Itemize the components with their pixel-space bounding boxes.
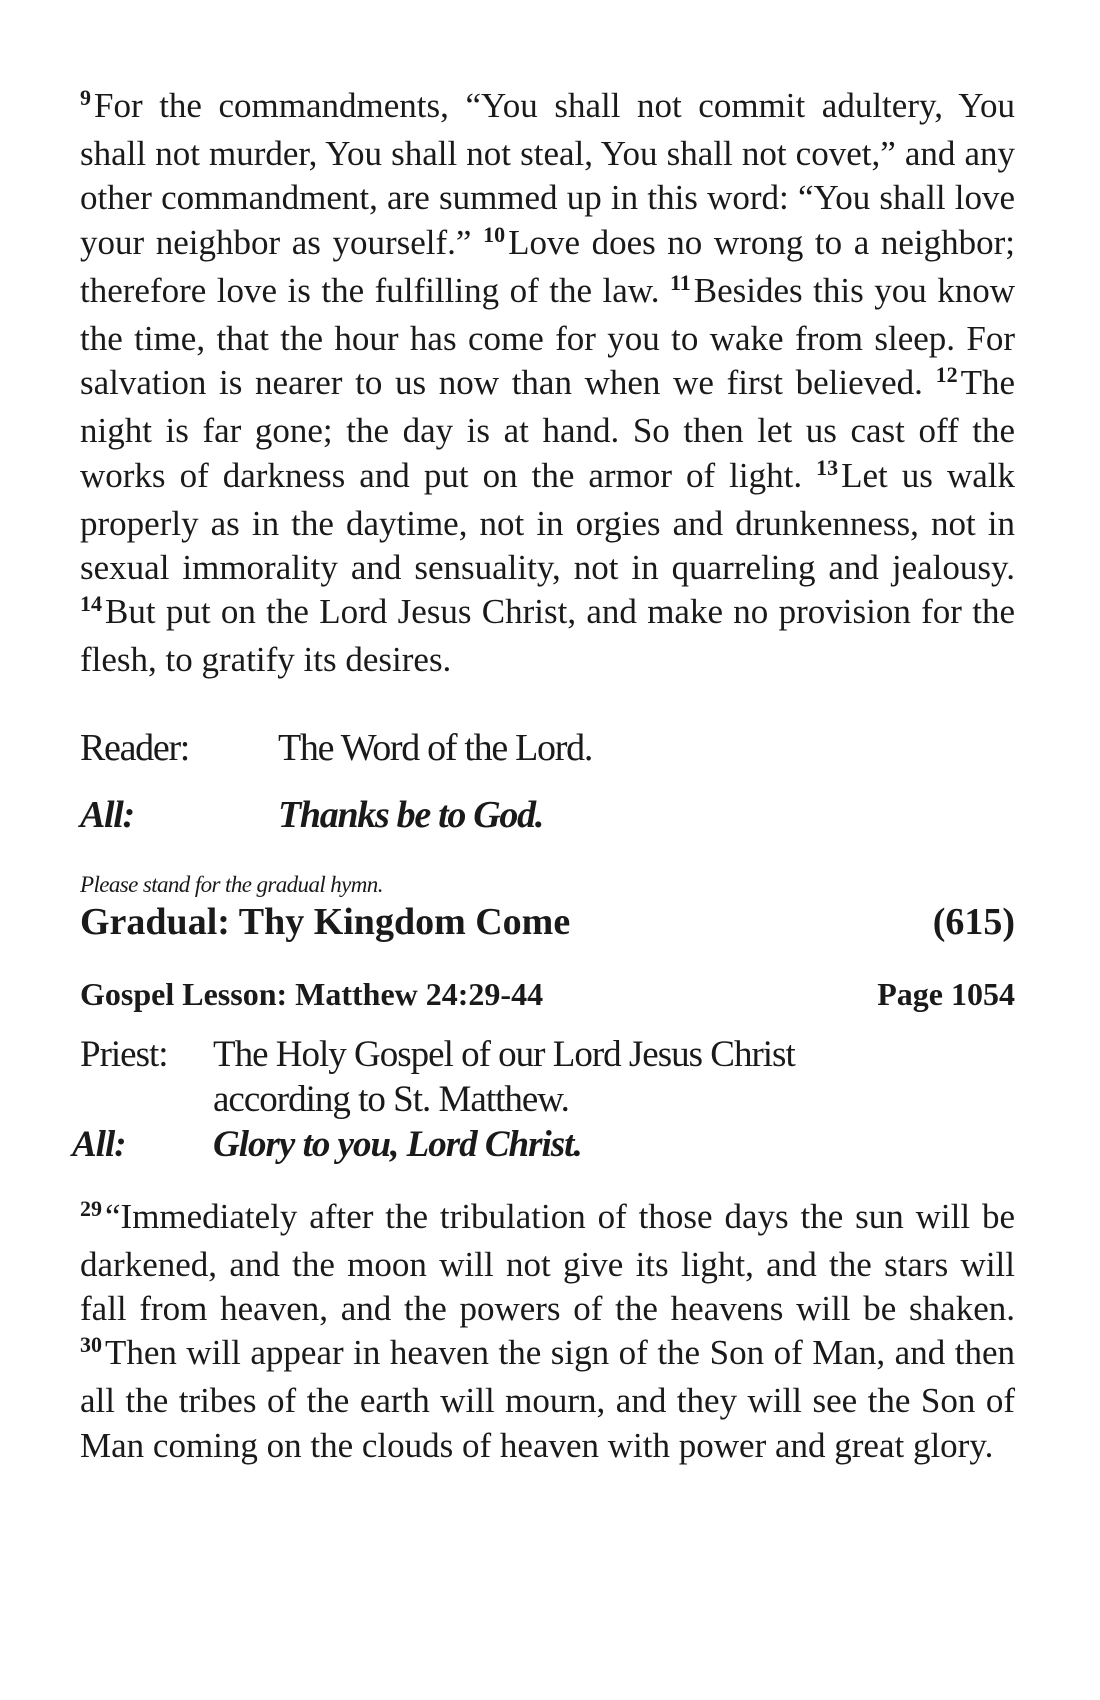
gospel-dialog <box>72 1032 1015 1167</box>
verse-text: “Immediately after the tribulation of those days the sun will be darkened, and the moon will not give its light, and the stars will fall from heaven, and the powers of the heavens will be shaken. <box>80 1196 1015 1329</box>
reader-response-line <box>80 725 1015 771</box>
verse-number: 13 <box>816 454 839 480</box>
verse-text: Besides this you know the time, that the hour has come for you to wake from sleep. For salvation is nearer to us now than when we first believed. <box>80 270 1015 403</box>
verse-text: Let us walk properly as in the daytime, not in orgies and drunkenness, not in sexual immorality and sensuality, not in quarreling and jealousy. <box>80 455 1015 588</box>
verse-number: 12 <box>935 362 958 388</box>
epistle-reading <box>80 84 1015 683</box>
verse-number: 14 <box>80 591 102 617</box>
verse-number: 9 <box>80 85 91 110</box>
all-gospel-text: Glory to you, Lord Christ. <box>213 1123 582 1165</box>
gospel-reading <box>80 1195 1015 1468</box>
verse-text: Then will appear in heaven the sign of the Son of Man, and then all the tribes of the earth will mourn, and they will see the Son of Man coming on the clouds of heaven with power and great glory. <box>80 1333 1015 1465</box>
verse-number: 11 <box>669 269 691 295</box>
gradual-rubric: Please stand for the gradual hymn. <box>80 871 383 897</box>
reader-text: The Word of the Lord. <box>278 726 593 769</box>
verse-text: For the commandments, “You shall not commit adultery, You shall not murder, You shall not steal, You shall not covet,” and any other commandment, are summed up in this word: “You shall love your neighbor as yourself.” <box>80 86 1015 262</box>
bulletin-page <box>72 84 1015 1468</box>
priest-line <box>80 1032 1015 1077</box>
reader-label: Reader: <box>80 726 190 769</box>
verse-number: 10 <box>483 221 506 247</box>
verse-number: 29 <box>80 1195 102 1221</box>
priest-label: Priest: <box>80 1033 168 1075</box>
gospel-lesson-page: Page 1054 <box>877 975 1015 1012</box>
gradual-heading <box>80 900 1015 944</box>
verse-text: But put on the Lord Jesus Christ, and make no provision for the flesh, to gratify its desires. <box>80 592 1015 680</box>
verse-text: The night is far gone; the day is at hand. So then let us cast off the works of darkness and put on the armor of light. <box>80 363 1015 495</box>
verse-number: 30 <box>80 1332 102 1358</box>
priest-text-line2: according to St. Matthew. <box>213 1078 569 1120</box>
all-response-line <box>80 792 1015 838</box>
gospel-lesson-heading <box>80 974 1015 1014</box>
priest-line-continued <box>80 1077 1015 1122</box>
gospel-lesson-title: Gospel Lesson: Matthew 24:29-44 <box>80 975 544 1012</box>
all-text: Thanks be to God. <box>278 793 544 836</box>
verse-text: Love does no wrong to a neighbor; therefore love is the fulfilling of the law. <box>80 222 1015 310</box>
all-gospel-label: All: <box>72 1123 126 1165</box>
priest-text-line1: The Holy Gospel of our Lord Jesus Christ <box>213 1033 795 1075</box>
all-gospel-response <box>72 1122 1015 1167</box>
gradual-title: Gradual: Thy Kingdom Come <box>80 900 571 943</box>
hymn-number: (615) <box>932 900 1015 943</box>
all-label: All: <box>80 793 134 836</box>
